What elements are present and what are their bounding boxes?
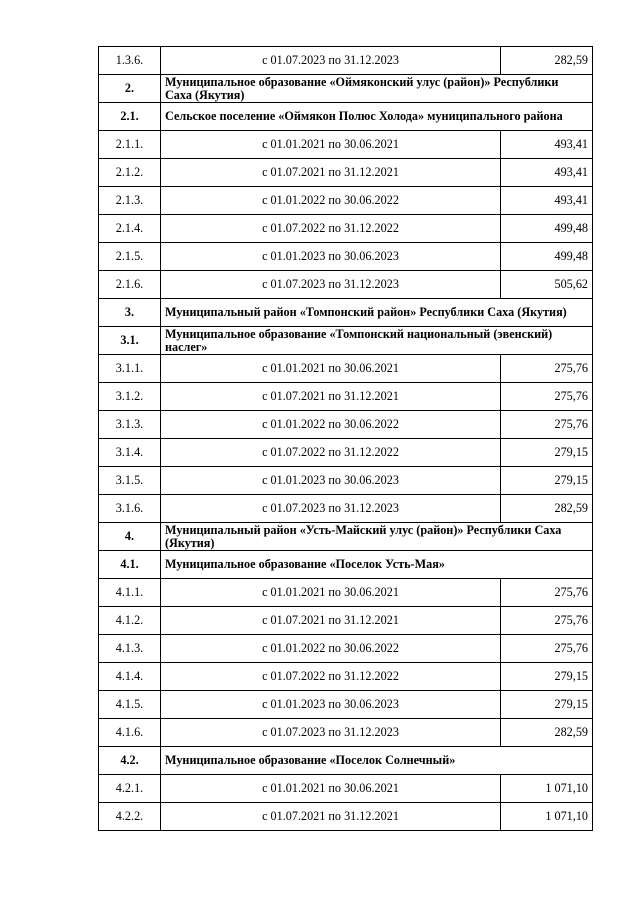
tariff-value: 493,41 [501, 159, 593, 187]
section-row [99, 299, 593, 327]
table-row [99, 271, 593, 299]
row-number: 2.1.3. [99, 187, 161, 215]
period-cell: с 01.01.2023 по 30.06.2023 [161, 691, 501, 719]
row-number: 4.1.2. [99, 607, 161, 635]
tariff-value: 505,62 [501, 271, 593, 299]
section-row [99, 551, 593, 579]
section-title: Муниципальный район «Усть-Майский улус (район)» Республики Саха (Якутия) [161, 523, 593, 551]
row-number: 4.1.5. [99, 691, 161, 719]
section-title: Муниципальное образование «Поселок Усть-Мая» [161, 551, 593, 579]
period-cell: с 01.07.2023 по 31.12.2023 [161, 271, 501, 299]
row-number: 4.2.2. [99, 803, 161, 831]
tariff-value: 279,15 [501, 663, 593, 691]
section-number: 3.1. [99, 327, 161, 355]
row-number: 2.1.6. [99, 271, 161, 299]
section-number: 3. [99, 299, 161, 327]
section-row [99, 103, 593, 131]
table-row [99, 159, 593, 187]
tariff-value: 279,15 [501, 467, 593, 495]
row-number: 4.1.6. [99, 719, 161, 747]
tariff-value: 275,76 [501, 579, 593, 607]
tariff-value: 1 071,10 [501, 775, 593, 803]
period-cell: с 01.01.2021 по 30.06.2021 [161, 579, 501, 607]
period-cell: с 01.07.2022 по 31.12.2022 [161, 663, 501, 691]
section-row [99, 523, 593, 551]
table-row [99, 607, 593, 635]
row-number: 4.2.1. [99, 775, 161, 803]
period-cell: с 01.07.2022 по 31.12.2022 [161, 439, 501, 467]
section-row [99, 75, 593, 103]
tariff-value: 282,59 [501, 719, 593, 747]
tariff-table-body [99, 47, 593, 831]
period-cell: с 01.07.2021 по 31.12.2021 [161, 607, 501, 635]
period-cell: с 01.07.2023 по 31.12.2023 [161, 47, 501, 75]
table-row [99, 803, 593, 831]
period-cell: с 01.01.2022 по 30.06.2022 [161, 411, 501, 439]
tariff-value: 499,48 [501, 243, 593, 271]
row-number: 2.1.1. [99, 131, 161, 159]
table-row [99, 215, 593, 243]
period-cell: с 01.07.2023 по 31.12.2023 [161, 719, 501, 747]
tariff-value: 275,76 [501, 355, 593, 383]
table-row [99, 467, 593, 495]
period-cell: с 01.07.2022 по 31.12.2022 [161, 215, 501, 243]
tariff-value: 499,48 [501, 215, 593, 243]
row-number: 3.1.1. [99, 355, 161, 383]
tariff-value: 282,59 [501, 495, 593, 523]
tariff-value: 275,76 [501, 635, 593, 663]
table-row [99, 635, 593, 663]
row-number: 4.1.1. [99, 579, 161, 607]
row-number: 3.1.2. [99, 383, 161, 411]
section-number: 4. [99, 523, 161, 551]
table-row [99, 131, 593, 159]
table-row [99, 187, 593, 215]
tariff-value: 493,41 [501, 131, 593, 159]
period-cell: с 01.07.2023 по 31.12.2023 [161, 495, 501, 523]
row-number: 4.1.3. [99, 635, 161, 663]
tariff-table [98, 46, 593, 831]
section-title: Сельское поселение «Оймякон Полюс Холода» муниципального района [161, 103, 593, 131]
period-cell: с 01.01.2022 по 30.06.2022 [161, 635, 501, 663]
table-row [99, 579, 593, 607]
table-row [99, 439, 593, 467]
period-cell: с 01.01.2021 по 30.06.2021 [161, 131, 501, 159]
period-cell: с 01.07.2021 по 31.12.2021 [161, 159, 501, 187]
tariff-value: 282,59 [501, 47, 593, 75]
section-title: Муниципальный район «Томпонский район» Республики Саха (Якутия) [161, 299, 593, 327]
section-title: Муниципальное образование «Поселок Солнечный» [161, 747, 593, 775]
tariff-value: 279,15 [501, 691, 593, 719]
row-number: 2.1.5. [99, 243, 161, 271]
section-number: 2.1. [99, 103, 161, 131]
table-row [99, 243, 593, 271]
tariff-value: 275,76 [501, 607, 593, 635]
tariff-value: 493,41 [501, 187, 593, 215]
period-cell: с 01.01.2022 по 30.06.2022 [161, 187, 501, 215]
tariff-value: 1 071,10 [501, 803, 593, 831]
tariff-value: 279,15 [501, 439, 593, 467]
table-row [99, 47, 593, 75]
section-number: 4.2. [99, 747, 161, 775]
row-number: 1.3.6. [99, 47, 161, 75]
tariff-value: 275,76 [501, 411, 593, 439]
section-title: Муниципальное образование «Томпонский национальный (эвенский) наслег» [161, 327, 593, 355]
row-number: 4.1.4. [99, 663, 161, 691]
row-number: 3.1.4. [99, 439, 161, 467]
section-title: Муниципальное образование «Оймяконский улус (район)» Республики Саха (Якутия) [161, 75, 593, 103]
period-cell: с 01.07.2021 по 31.12.2021 [161, 803, 501, 831]
row-number: 2.1.4. [99, 215, 161, 243]
row-number: 3.1.5. [99, 467, 161, 495]
section-row [99, 327, 593, 355]
table-row [99, 691, 593, 719]
row-number: 2.1.2. [99, 159, 161, 187]
table-row [99, 383, 593, 411]
tariff-value: 275,76 [501, 383, 593, 411]
row-number: 3.1.6. [99, 495, 161, 523]
row-number: 3.1.3. [99, 411, 161, 439]
period-cell: с 01.01.2021 по 30.06.2021 [161, 775, 501, 803]
period-cell: с 01.07.2021 по 31.12.2021 [161, 383, 501, 411]
section-number: 2. [99, 75, 161, 103]
period-cell: с 01.01.2023 по 30.06.2023 [161, 243, 501, 271]
period-cell: с 01.01.2021 по 30.06.2021 [161, 355, 501, 383]
table-row [99, 775, 593, 803]
period-cell: с 01.01.2023 по 30.06.2023 [161, 467, 501, 495]
table-row [99, 411, 593, 439]
section-row [99, 747, 593, 775]
table-row [99, 719, 593, 747]
table-row [99, 495, 593, 523]
table-row [99, 663, 593, 691]
section-number: 4.1. [99, 551, 161, 579]
table-row [99, 355, 593, 383]
